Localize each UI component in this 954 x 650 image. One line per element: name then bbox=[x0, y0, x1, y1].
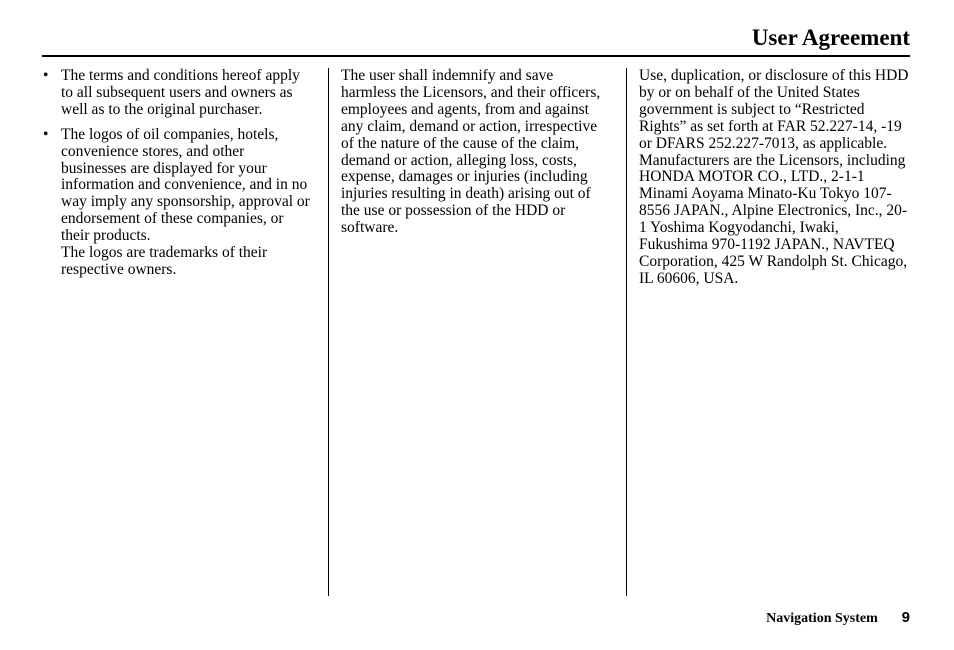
restricted-rights-paragraph: Use, duplication, or disclosure of this HDD by or on behalf of the United States government is subject to “Restricted Rights” as set forth at FAR 52.227-14, -19 or DFARS 252.227-7013, as applicable. Manufacturers are the Licensors, including HONDA MOTOR CO., LTD., 2-1-1 Minami Aoyama Minato-Ku Tokyo 107-8556 JAPAN., Alpine Electronics, Inc., 20-1 Yoshima Kogyodanchi, Iwaki, Fukushima 970-1192 JAPAN., NAVTEQ Corporation, 425 W Randolph St. Chicago, IL 60606, USA. bbox=[639, 67, 909, 287]
column-divider-1 bbox=[328, 68, 329, 596]
column-1 bbox=[43, 68, 311, 287]
bullet-item-1 bbox=[43, 68, 311, 119]
column-divider-2 bbox=[626, 68, 627, 596]
column-3 bbox=[639, 68, 911, 288]
footer-label: Navigation System bbox=[766, 611, 878, 626]
bullet-marker: • bbox=[43, 67, 49, 84]
bullet-text: The terms and conditions hereof apply to all subsequent users and owners as well as to the original purchaser. bbox=[61, 67, 300, 118]
bullet-text: The logos of oil companies, hotels, convenience stores, and other businesses are displayed for your information and convenience, and in no way imply any sponsorship, approval or endorsement of these companies, or their products. bbox=[61, 125, 310, 245]
page-number: 9 bbox=[901, 609, 910, 626]
page-footer bbox=[766, 608, 910, 628]
bullet-marker: • bbox=[43, 125, 49, 143]
bullet-item-2 bbox=[43, 127, 311, 279]
bullet-extra-text: The logos are trademarks of their respective owners. bbox=[61, 244, 268, 278]
page-title: User Agreement bbox=[751, 25, 910, 50]
indemnity-paragraph: The user shall indemnify and save harmless the Licensors, and their officers, employees and agents, from and against any claim, demand or action, irrespective of the nature of the cause of the claim, demand or action, alleging loss, costs, expense, damages or injuries (including injuries resulting in death) arising out of the use or possession of the HDD or software. bbox=[341, 67, 601, 237]
column-2 bbox=[341, 68, 607, 237]
header-rule bbox=[42, 55, 910, 57]
